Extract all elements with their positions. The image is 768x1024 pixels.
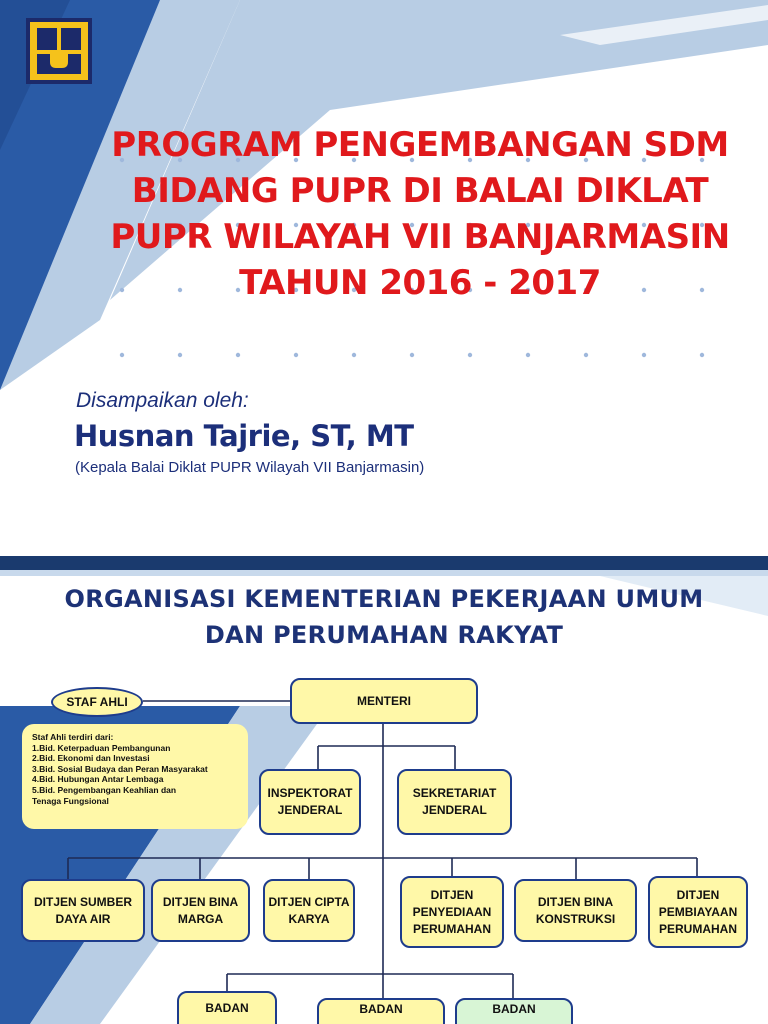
presented-by-label: Disampaikan oleh: [76, 389, 249, 412]
staf-ahli-note [22, 724, 248, 829]
title-line: BIDANG PUPR DI BALAI DIKLAT [131, 171, 709, 211]
org-chart-slide [0, 556, 768, 1024]
staf-note-line: Staf Ahli terdiri dari: [32, 732, 114, 742]
badan-box: BADAN [455, 998, 573, 1024]
sekretariat-box: SEKRETARIAT JENDERAL [397, 769, 512, 835]
org-title-line: DAN PERUMAHAN RAKYAT [204, 621, 564, 649]
title-line: PUPR WILAYAH VII BANJARMASIN [110, 217, 730, 257]
staf-note-line: 5.Bid. Pengembangan Keahlian dan [32, 784, 177, 795]
pupr-logo-icon [26, 18, 92, 84]
badan-box: BADAN [317, 998, 445, 1024]
inspektorat-box: INSPEKTORAT JENDERAL [259, 769, 361, 835]
presentation-title [100, 122, 740, 306]
org-title-line: ORGANISASI KEMENTERIAN PEKERJAAN UMUM [64, 585, 704, 613]
ditjen-cipta-karya-box: DITJEN CIPTA KARYA [263, 879, 355, 942]
ditjen-sda-box: DITJEN SUMBER DAYA AIR [21, 879, 145, 942]
ditjen-penyediaan-perumahan-box: DITJEN PENYEDIAAN PERUMAHAN [400, 876, 504, 948]
title-line: TAHUN 2016 - 2017 [239, 263, 601, 303]
badan-box: BADAN [177, 991, 277, 1024]
title-line: PROGRAM PENGEMBANGAN SDM [111, 125, 729, 165]
ditjen-bina-marga-box: DITJEN BINA MARGA [151, 879, 250, 942]
staf-note-line: Tenaga Fungsional [32, 795, 109, 806]
staf-note-line: 4.Bid. Hubungan Antar Lembaga [32, 774, 164, 785]
staf-note-line: 2.Bid. Ekonomi dan Investasi [32, 753, 150, 764]
menteri-box: MENTERI [290, 678, 478, 724]
ditjen-bina-konstruksi-box: DITJEN BINA KONSTRUKSI [514, 879, 637, 942]
presenter-position: (Kepala Balai Diklat PUPR Wilayah VII Banjarmasin) [75, 459, 425, 476]
staf-ahli-badge: STAF AHLI [51, 687, 143, 717]
ditjen-pembiayaan-perumahan-box: DITJEN PEMBIAYAAN PERUMAHAN [648, 876, 748, 948]
staf-note-line: 1.Bid. Keterpaduan Pembangunan [32, 742, 171, 753]
presenter-name: Husnan Tajrie, ST, MT [74, 419, 414, 453]
staf-note-line: 3.Bid. Sosial Budaya dan Peran Masyarakat [32, 763, 208, 774]
